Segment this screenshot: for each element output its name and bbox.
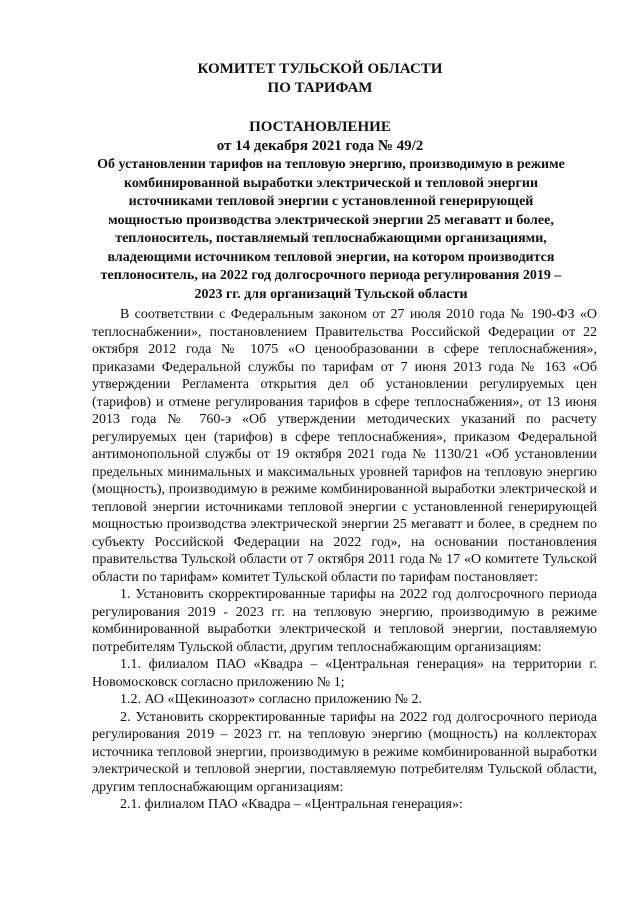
preamble-paragraph: В соответствии с Федеральным законом от 27 июля 2010 года № 190-ФЗ «О теплоснабжении», постановлением Правительства Российской Федерации от 22 октября 2012 года № 1075 «О ценообразовании в сфере теплоснабжения», приказами Федеральной службы по тарифам от 7 июня 2013 года № 163 «Об утверждении Регламента открытия дел об установлении регулируемых цен (тарифов) и отмене регулирования тарифов в сфере теплоснабжения», от 13 июня 2013 года № 760-э «Об утверждении методических указаний по расчету регулируемых цен (тарифов) в сфере теплоснабжения», приказом Федеральной антимонопольной службы от 19 октября 2021 года № 1130/21 «Об установлении предельных минимальных и максимальных уровней тарифов на тепловую энергию (мощность), производимую в режиме комбинированной выработки электрической и тепловой энергии источниками тепловой энергии с установленной генерирующей мощностью производства электрической энергии 25 мегаватт и более, в среднем по субъекту Российской Федерации на 2022 год», на основании постановления правительства Тульской области от 7 октября 2011 года № 17 «О комитете Тульской области по тарифам» комитет Тульской области по тарифам постановляет: [92,307,597,585]
item-2-1: 2.1. филиалом ПАО «Квадра – «Центральная генерация»: [120,797,463,812]
document-title: Об установлении тарифов на тепловую энергию, производимую в режиме комбинированной выработки электрической и тепловой энергии источниками тепловой энергии с установленной генерирующей мощностью производства электрической энергии 25 мегаватт и более, теплоноситель, поставляемый теплоснабжающими организациями, владеющими источником тепловой энергии, на котором производится теплоноситель, на 2022 год долгосрочного периода регулирования 2019 – 2023 гг. для организаций Тульской области [97,157,565,302]
item-1-1: 1.1. филиалом ПАО «Квадра – «Центральная генерация» на территории г. Новомосковск согласно приложению № 1; [92,657,597,690]
organization-name [0,60,640,98]
decree-heading [0,118,640,156]
item-1-2: 1.2. АО «Щекиноазот» согласно приложению № 2. [120,692,423,707]
org-line-1: КОМИТЕТ ТУЛЬСКОЙ ОБЛАСТИ [197,61,443,77]
document-body [92,306,597,814]
item-2: 2. Установить скорректированные тарифы на 2022 год долгосрочного периода регулирования 2019 – 2023 гг. на тепловую энергию (мощность) на коллекторах источника тепловой энергии, производимую в режиме комбинированной выработки электрической и тепловой энергии, поставляемую потребителям Тульской области, другим теплоснабжающим организациям: [92,709,597,795]
doc-type: ПОСТАНОВЛЕНИЕ [249,119,391,135]
org-line-2: ПО ТАРИФАМ [267,80,373,96]
doc-date-number: от 14 декабря 2021 года № 49/2 [216,138,424,154]
item-1: 1. Установить скорректированные тарифы на 2022 год долгосрочного периода регулирования 2019 - 2023 гг. на тепловую энергию, производимую в режиме комбинированной выработки электрической и тепловой энергии, поставляемую потребителям Тульской области, другим теплоснабжающим организациям: [92,587,597,655]
